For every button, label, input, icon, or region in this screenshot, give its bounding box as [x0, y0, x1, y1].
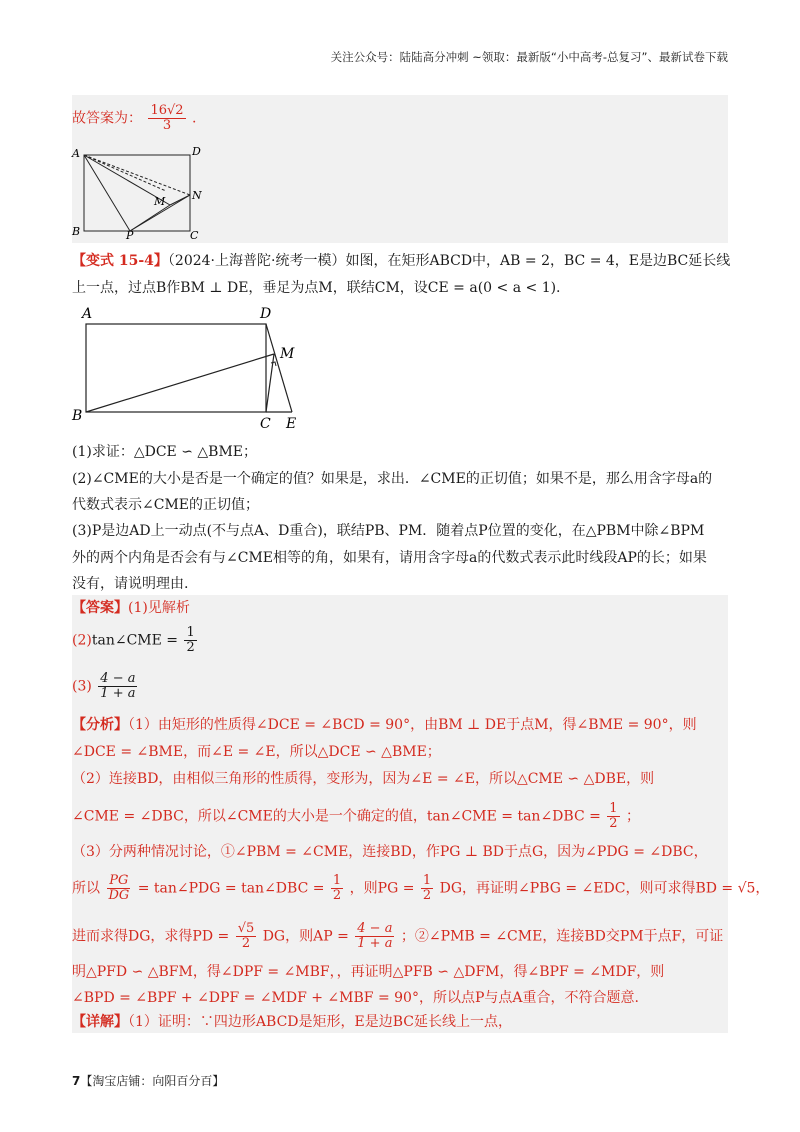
footer-shop: 【淘宝店铺：向阳百分百】	[80, 1074, 225, 1088]
answer-line-3: (3) $\frac{4 - a}{1 + a}$	[72, 671, 136, 701]
page-header: 关注公众号：陆陆高分冲刺 ~领取：最新版“小中高考-总复习”、最新试卷下载	[330, 50, 728, 64]
fig2-label-c: C	[260, 416, 271, 432]
problem-tag: 【变式 15-4】	[72, 253, 168, 269]
answer-label: 【答案】	[72, 600, 128, 616]
problem-source: （2024·上海普陀·统考一模）	[167, 253, 346, 269]
answer-line-1: 【答案】(1)见解析	[72, 600, 190, 616]
question-2-cont: 代数式表示∠CME的正切值；	[72, 497, 259, 513]
question-2: (2)∠CME的大小是否是一个确定的值？如果是，求出．∠CME的正切值；如果不是，那么用含字母a的	[72, 471, 713, 487]
figure-rectangle-abcd	[70, 302, 310, 432]
question-1: (1)求证：△DCE ∽ △BME；	[72, 444, 257, 460]
fig2-label-b: B	[72, 408, 83, 424]
problem-line-1: 【变式 15-4】（2024·上海普陀·统考一模）如图，在矩形ABCD中，AB = 2，BC = 4，E是边BC延长线	[72, 253, 731, 269]
analysis-label: 【分析】	[72, 717, 128, 733]
detail-label: 【详解】	[72, 1014, 128, 1030]
fig1-label-p: P	[126, 229, 134, 239]
answer-line-2: (2)tan∠CME = $\frac{1}{2}$	[72, 625, 195, 655]
fig1-label-d: D	[192, 145, 201, 158]
problem-line-2: 上一点，过点B作BM ⊥ DE，垂足为点M，联结CM，设CE = a(0 < a < 1).	[72, 280, 561, 296]
fig2-label-e: E	[286, 416, 297, 432]
detail-line-1: 【详解】（1）证明：∵四边形ABCD是矩形，E是边BC延长线上一点，	[72, 1014, 512, 1030]
analysis-line-9: ∠BPD = ∠BPF + ∠DPF = ∠MDF + ∠MBF = 90°，所以点P与点A重合，不符合题意.	[72, 990, 639, 1006]
fig1-label-m: M	[154, 195, 166, 208]
analysis-line-7: 进而求得DG，求得PD = $\frac{√5}{2}$ DG，则AP = $\frac{4 - a}{1 + a}$ ；②∠PMB = ∠CME，连接BD交PM于点F，可证	[72, 921, 724, 951]
analysis-line-5: （3）分两种情况讨论，①∠PBM = ∠CME，连接BD，作PG ⊥ BD于点G，因为∠PDG = ∠DBC，	[72, 844, 708, 860]
fig1-label-a: A	[72, 147, 80, 160]
analysis-line-6: 所以 $\frac{PG}{DG}$ = tan∠PDG = tan∠DBC = $\frac{1}{2}$ ，则PG = $\frac{1}{2}$ DG，再证明∠PBG = ∠EDC，则可求得BD = √5，	[72, 873, 770, 903]
fig2-label-m: M	[280, 346, 295, 362]
analysis-line-4: ∠CME = ∠DBC，所以∠CME的大小是一个确定的值，tan∠CME = tan∠DBC = $\frac{1}{2}$ ；	[72, 801, 641, 831]
analysis-line-1: 【分析】（1）由矩形的性质得∠DCE = ∠BCD = 90°，由BM ⊥ DE于点M，得∠BME = 90°，则	[72, 717, 697, 733]
page-number: 7	[72, 1074, 81, 1088]
analysis-line-3: （2）连接BD，由相似三角形的性质得，变形为，因为∠E = ∠E，所以△CME ∽ △DBE，则	[72, 771, 655, 787]
analysis-line-8: 明△PFD ∽ △BFM，得∠DPF = ∠MBF，，再证明△PFB ∽ △DFM，得∠BPF = ∠MDF，则	[72, 964, 665, 980]
fig1-label-c: C	[190, 229, 199, 239]
fig1-label-n: N	[192, 189, 202, 202]
fig1-label-b: B	[72, 225, 81, 238]
question-3-cont: 外的两个内角是否会有与∠CME相等的角，如果有，请用含字母a的代数式表示此时线段AP的长；如果	[72, 550, 707, 566]
fig2-label-d: D	[260, 306, 272, 322]
question-3-end: 没有，请说明理由.	[72, 576, 189, 592]
previous-answer: 故答案为： $\frac{16√2}{3}$ .	[72, 103, 197, 133]
fig2-label-a: A	[82, 306, 93, 322]
analysis-line-2: ∠DCE = ∠BME，而∠E = ∠E，所以△DCE ∽ △BME；	[72, 744, 441, 760]
question-3: (3)P是边AD上一动点(不与点A、D重合)，联结PB、PM．随着点P位置的变化，在△PBM中除∠BPM	[72, 523, 705, 539]
page-footer	[72, 1072, 224, 1089]
figure-rectangle-pmn	[70, 143, 210, 239]
